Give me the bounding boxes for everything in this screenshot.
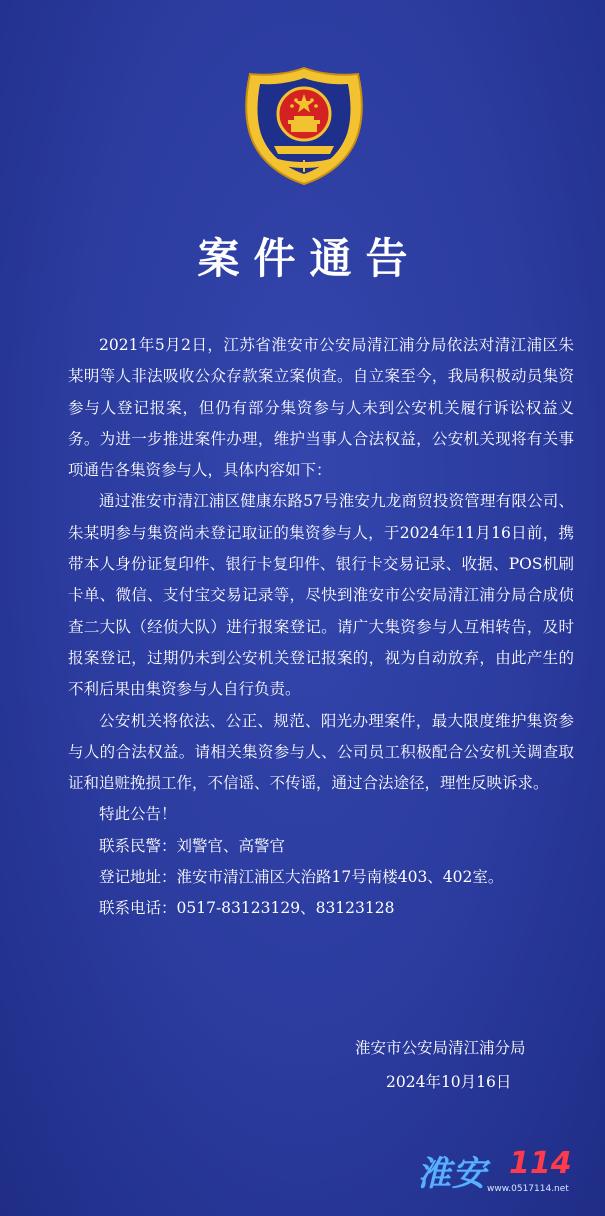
watermark-logo (417, 1146, 587, 1202)
watermark-url: www.0517114.net (487, 1184, 569, 1194)
watermark-text: 淮安 (417, 1154, 487, 1194)
registration-address: 登记地址：淮安市清江浦区大治路17号南楼403、402室。 (99, 868, 504, 887)
paragraph-intro: 2021年5月2日，江苏省淮安市公安局清江浦分局依法对清江浦区朱某明等人非法吸收公众存款案立案侦查。自立案至今，我局积极动员集资参与人登记报案，但仍有部分集资参与人未到公安机关履行诉讼权益义务。为进一步推进案件办理，维护当事人合法权益，公安机关现将有关事项通告各集资参与人，具体内容如下： (68, 336, 574, 480)
police-emblem-icon (240, 64, 368, 188)
page-title: 案件通告 (197, 234, 422, 283)
issue-date: 2024年10月16日 (386, 1073, 512, 1091)
contact-officers: 联系民警：刘警官、高警官 (99, 836, 286, 855)
watermark-number: 114 (509, 1146, 572, 1181)
notice-body (68, 330, 574, 925)
paragraph-closing: 特此公告！ (99, 805, 177, 824)
issuer-name: 淮安市公安局清江浦分局 (355, 1039, 526, 1057)
paragraph-instructions: 通过淮安市清江浦区健康东路57号淮安九龙商贸投资管理有限公司、朱某明参与集资尚未登记取证的集资参与人，于2024年11月16日前，携带本人身份证复印件、银行卡复印件、银行卡交易记录、收据、POS机刷卡单、微信、支付宝交易记录等，尽快到淮安市公安局清江浦分局合成侦查二大队（经侦大队）进行报案登记。请广大集资参与人互相转告，及时报案登记，过期仍未到公安机关登记报案的，视为自动放弃，由此产生的不利后果由集资参与人自行负责。 (68, 492, 574, 699)
contact-phone: 联系电话：0517-83123129、83123128 (99, 899, 395, 918)
paragraph-commitment: 公安机关将依法、公正、规范、阳光办理案件，最大限度维护集资参与人的合法权益。请相关集资参与人、公司员工积极配合公安机关调查取证和追赃挽损工作，不信谣、不传谣，通过合法途径，理性反映诉求。 (68, 711, 574, 793)
